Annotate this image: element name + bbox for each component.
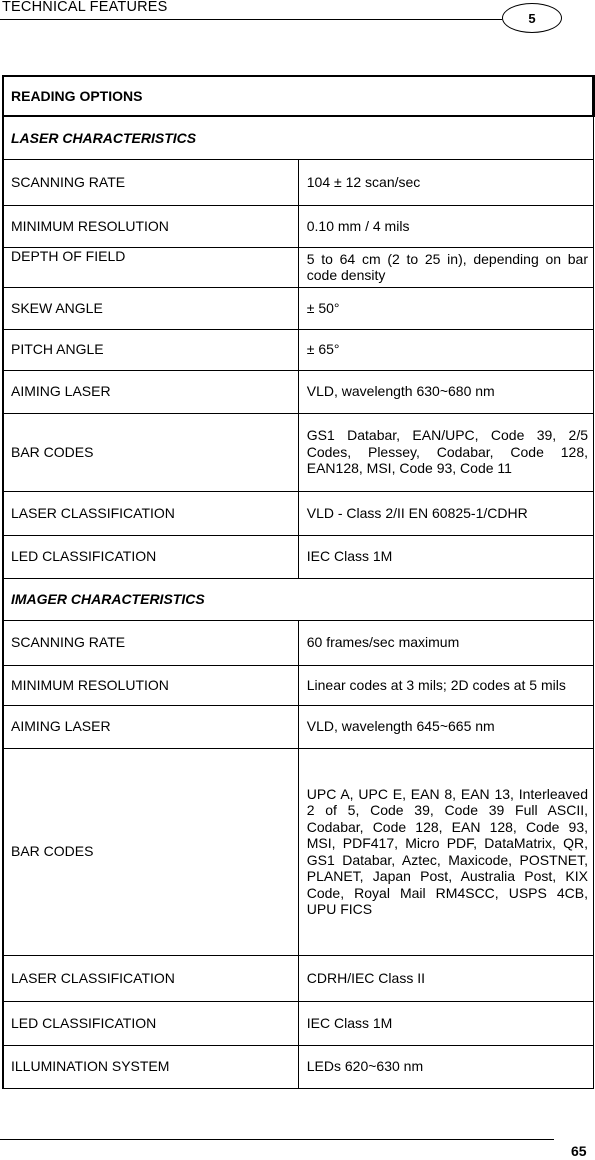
header-rule xyxy=(0,19,502,20)
spec-value: VLD, wavelength 630~680 nm xyxy=(298,370,593,413)
spec-value: ± 50° xyxy=(298,287,593,329)
spec-value: 5 to 64 cm (2 to 25 in), depending on bar code density xyxy=(298,247,593,287)
chapter-number-badge: 5 xyxy=(502,3,562,33)
table-row xyxy=(3,748,594,955)
spec-value: Linear codes at 3 mils; 2D codes at 5 mils xyxy=(298,665,593,705)
spec-label: MINIMUM RESOLUTION xyxy=(3,205,298,247)
table-row xyxy=(3,620,594,665)
spec-label: BAR CODES xyxy=(3,748,298,955)
spec-label: AIMING LASER xyxy=(3,705,298,748)
chapter-title: TECHNICAL FEATURES xyxy=(2,0,168,15)
spec-label: BAR CODES xyxy=(3,413,298,491)
spec-value: 60 frames/sec maximum xyxy=(298,620,593,665)
spec-value: IEC Class 1M xyxy=(298,535,593,578)
section-heading-reading-options: READING OPTIONS xyxy=(3,76,594,116)
spec-label: MINIMUM RESOLUTION xyxy=(3,665,298,705)
spec-label: SKEW ANGLE xyxy=(3,287,298,329)
footer-rule xyxy=(0,1139,554,1140)
spec-value: CDRH/IEC Class II xyxy=(298,955,593,1001)
spec-label: SCANNING RATE xyxy=(3,159,298,205)
section-heading-imager-characteristics: IMAGER CHARACTERISTICS xyxy=(3,578,594,620)
table-row xyxy=(3,665,594,705)
spec-value: GS1 Databar, EAN/UPC, Code 39, 2/5 Codes, Plessey, Codabar, Code 128, EAN128, MSI, Code 93, Code 11 xyxy=(298,413,593,491)
page-number: 65 xyxy=(571,1143,587,1159)
table-row xyxy=(3,1045,594,1088)
spec-label: PITCH ANGLE xyxy=(3,329,298,370)
section-heading-laser-characteristics: LASER CHARACTERISTICS xyxy=(3,116,594,159)
spec-label: LED CLASSIFICATION xyxy=(3,1001,298,1045)
section-row-laser xyxy=(3,116,594,159)
technical-features-table xyxy=(2,75,595,1089)
table-row xyxy=(3,287,594,329)
spec-label: ILLUMINATION SYSTEM xyxy=(3,1045,298,1088)
spec-label: DEPTH OF FIELD xyxy=(3,247,298,287)
table-row xyxy=(3,247,594,287)
spec-value: IEC Class 1M xyxy=(298,1001,593,1045)
table-row xyxy=(3,535,594,578)
table-row xyxy=(3,413,594,491)
spec-label: SCANNING RATE xyxy=(3,620,298,665)
spec-value: VLD, wavelength 645~665 nm xyxy=(298,705,593,748)
spec-value: LEDs 620~630 nm xyxy=(298,1045,593,1088)
spec-label: LASER CLASSIFICATION xyxy=(3,955,298,1001)
spec-value: ± 65° xyxy=(298,329,593,370)
table-row xyxy=(3,205,594,247)
table-row xyxy=(3,1001,594,1045)
section-row-reading-options xyxy=(3,76,594,116)
spec-value: 0.10 mm / 4 mils xyxy=(298,205,593,247)
spec-value: VLD - Class 2/II EN 60825-1/CDHR xyxy=(298,491,593,535)
table-row xyxy=(3,955,594,1001)
spec-label: LED CLASSIFICATION xyxy=(3,535,298,578)
spec-value: UPC A, UPC E, EAN 8, EAN 13, Interleaved 2 of 5, Code 39, Code 39 Full ASCII, Codabar, Code 128, EAN 128, Code 93, MSI, PDF417, Micro PDF, DataMatrix, QR, GS1 Databar, Aztec, Maxicode, POSTNET, PLANET, Japan Post, Australia Post, KIX Code, Royal Mail RM4SCC, USPS 4CB, UPU FICS xyxy=(298,748,593,955)
table-row xyxy=(3,705,594,748)
table-row xyxy=(3,329,594,370)
table-row xyxy=(3,370,594,413)
table-row xyxy=(3,491,594,535)
spec-label: AIMING LASER xyxy=(3,370,298,413)
section-row-imager xyxy=(3,578,594,620)
spec-label: LASER CLASSIFICATION xyxy=(3,491,298,535)
table-row xyxy=(3,159,594,205)
spec-value: 104 ± 12 scan/sec xyxy=(298,159,593,205)
